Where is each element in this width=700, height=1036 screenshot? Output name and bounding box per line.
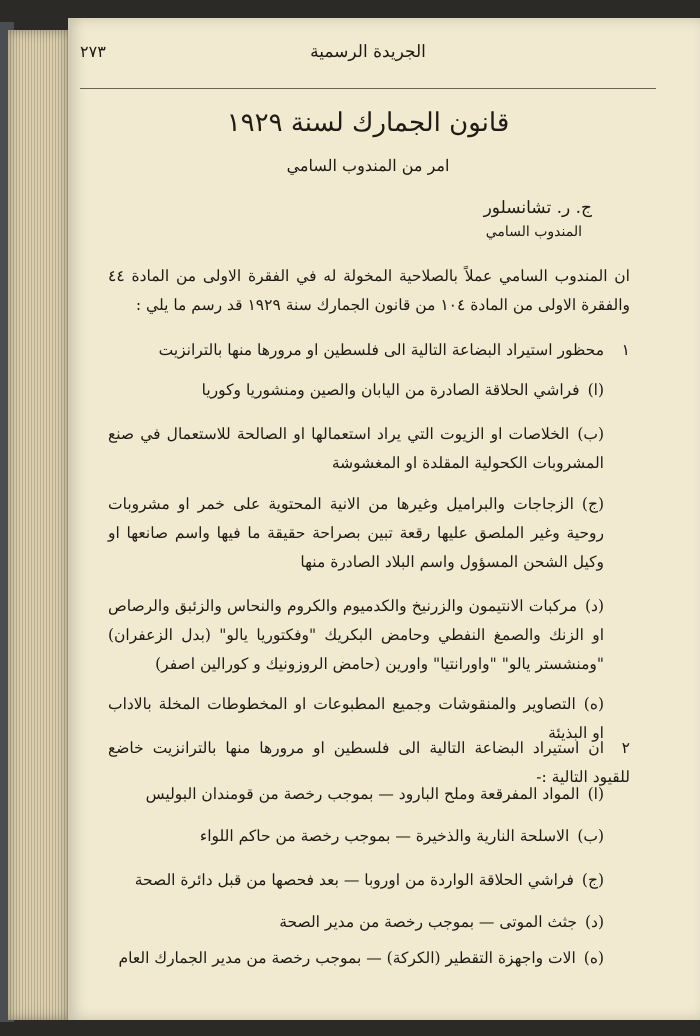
item-label: (د) [585,597,604,615]
section-number: ٢ [621,739,630,757]
item-text: فراشي الحلاقة الواردة من اوروبا — بعد فحصها من قبل دائرة الصحة [134,871,574,889]
item-text: الاسلحة النارية والذخيرة — بموجب رخصة من حاكم اللواء [199,827,570,845]
section-1-item-a [108,376,604,405]
section-1-item-d [108,592,604,679]
item-text: جثث الموتى — بموجب رخصة من مدير الصحة [279,913,577,931]
page-edges [8,30,68,1020]
item-text: مركبات الانتيمون والزرنيخ والكدميوم والكروم والنحاس والزئبق والرصاص او الزنك والصمغ النفطي وحامض البكريك "وفكتوريا يالو" (بدل الزعفران) "ومنشستر يالو" "واورانتيا" واورين (حامض الروزونيك و كورالين اصفر) [108,597,604,673]
section-1-item-b [108,420,604,478]
signer-role: المندوب السامي [485,224,582,240]
section-number: ١ [621,341,630,359]
item-label: (ب) [577,425,604,443]
signature-block [332,198,592,240]
running-header [80,42,656,70]
section-1-heading [108,336,630,365]
item-text: الات واجهزة التقطير (الكركة) — بموجب رخصة من مدير الجمارك العام [118,949,576,967]
item-label: (ب) [577,827,604,845]
order-subtitle: امر من المندوب السامي [286,156,450,175]
page-number: ٢٧٣ [80,42,106,61]
header-rule [80,88,656,89]
section-2-item-c [108,866,604,895]
item-label: (ه) [583,695,604,713]
law-title: قانون الجمارك لسنة ١٩٢٩ [226,108,510,138]
item-text: التصاوير والمنقوشات وجميع المطبوعات او المخطوطات المخلة بالاداب او البذيئة [108,695,604,742]
item-text: الزجاجات والبراميل وغيرها من الانية المحتوية على خمر او مشروبات روحية وغير الملصق عليها رقعة تبين بصراحة حقيقة ما فيها واسم صانعها او وكيل الشحن المسؤول واسم البلاد الصادرة منها [108,495,604,571]
item-label: (ه) [583,949,604,967]
section-1-item-c [108,490,604,577]
item-label: (ا) [587,381,604,399]
item-text: فراشي الحلاقة الصادرة من اليابان والصين ومنشوريا وكوريا [201,381,580,399]
section-2-item-d [108,908,604,937]
gazette-title: الجريدة الرسمية [310,42,426,62]
section-2-item-a [108,780,604,809]
section-text: ان استيراد البضاعة التالية الى فلسطين او مرورها منها بالترانزيت خاضع للقيود التالية :- [108,739,630,786]
item-text: المواد المفرقعة وملح البارود — بموجب رخصة من قومندان البوليس [145,785,580,803]
item-text: الخلاصات او الزيوت التي يراد استعمالها او الصالحة للاستعمال في صنع المشروبات الكحولية المقلدة او المغشوشة [108,425,604,472]
signer-name: ج. ر. تشانسلور [483,198,592,218]
section-2-item-b [108,822,604,851]
item-label: (د) [585,913,604,931]
section-text: محظور استيراد البضاعة التالية الى فلسطين او مرورها منها بالترانزيت [158,341,604,359]
intro-paragraph: ان المندوب السامي عملاً بالصلاحية المخولة له في الفقرة الاولى من المادة ٤٤ والفقرة الاولى من المادة ١٠٤ من قانون الجمارك سنة ١٩٢٩ قد رسم ما يلي : [108,267,630,314]
item-label: (ا) [587,785,604,803]
item-label: (ج) [581,495,604,513]
section-2-item-e [108,944,604,973]
item-label: (ج) [581,871,604,889]
